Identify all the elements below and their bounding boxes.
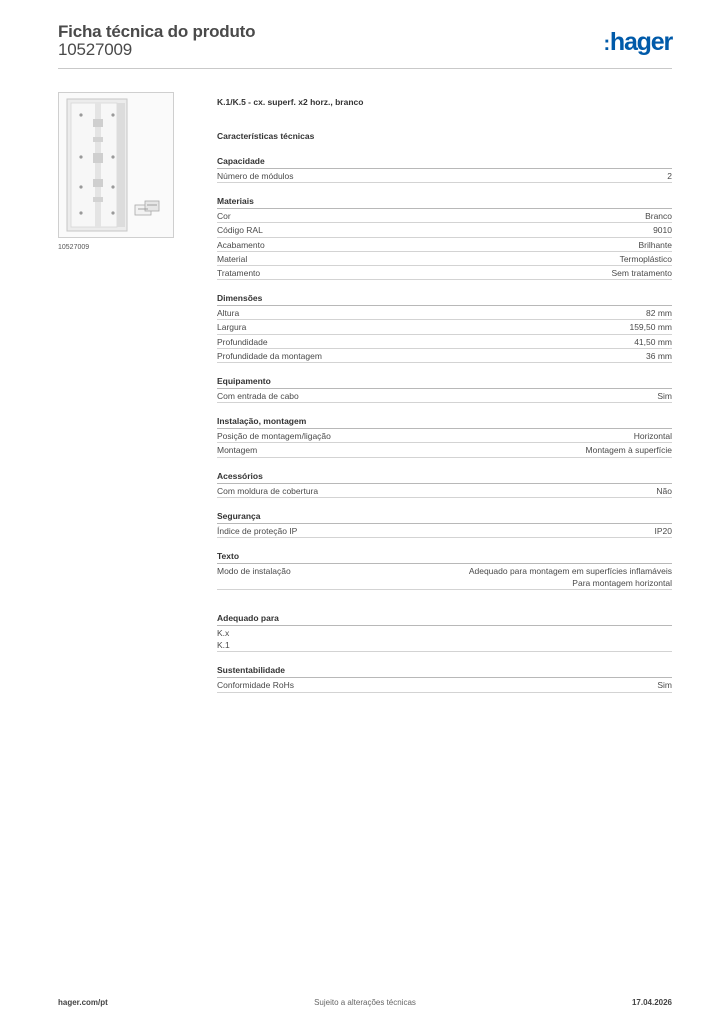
- spec-row: [217, 564, 672, 590]
- spec-label: Número de módulos: [217, 171, 294, 181]
- spec-value: 82 mm: [646, 308, 672, 319]
- page-header: [58, 22, 672, 68]
- spec-value: IP20: [654, 525, 672, 536]
- spec-label: Largura: [217, 322, 247, 333]
- image-caption: 10527009: [58, 244, 90, 251]
- spec-value: Sim: [657, 680, 672, 691]
- spec-value: Branco: [645, 211, 672, 222]
- spec-row: [217, 320, 672, 334]
- section-title: Equipamento: [217, 375, 672, 389]
- spec-label: Montagem: [217, 445, 258, 456]
- section-texto: [217, 550, 672, 590]
- spec-value: [469, 565, 672, 589]
- section-title: Segurança: [217, 510, 672, 524]
- product-code: 10527009: [58, 40, 133, 59]
- spec-value: 159,50 mm: [629, 322, 672, 333]
- list-item: K.1: [217, 640, 230, 651]
- spec-label: Material: [217, 253, 248, 264]
- spec-label: Altura: [217, 308, 240, 319]
- spec-label: Posição de montagem/ligação: [217, 431, 331, 442]
- spec-row: [217, 209, 672, 223]
- spec-value: Não: [656, 485, 672, 496]
- product-image: [58, 92, 174, 238]
- section-instalacao: [217, 415, 672, 457]
- spec-label: Profundidade da montagem: [217, 350, 322, 361]
- spec-value-line: Adequado para montagem em superfícies inflamáveis: [468, 566, 672, 577]
- section-dimensoes: [217, 292, 672, 363]
- section-title: Capacidade: [217, 155, 672, 169]
- section-title: Instalação, montagem: [217, 415, 672, 429]
- section-acessorios: [217, 470, 672, 498]
- spec-row: [217, 306, 672, 320]
- technical-content: [217, 95, 672, 693]
- spec-row: [217, 429, 672, 443]
- spec-label: Profundidade: [217, 336, 268, 347]
- spec-value: Sim: [657, 391, 672, 402]
- spec-row: [217, 524, 672, 538]
- spec-value-line: Para montagem horizontal: [572, 578, 672, 589]
- section-adequado-para: [217, 612, 672, 652]
- spec-row: [217, 266, 672, 280]
- spec-label: Acabamento: [217, 239, 265, 250]
- footer-date: 17.04.2026: [631, 998, 672, 1007]
- header-divider: [58, 68, 672, 69]
- spec-row: [217, 223, 672, 237]
- spec-value: Brilhante: [638, 239, 672, 250]
- spec-value: Sem tratamento: [611, 268, 672, 279]
- section-title: Dimensões: [217, 292, 672, 306]
- section-title: Adequado para: [217, 612, 672, 626]
- spec-label: Cor: [217, 211, 231, 222]
- spec-row: [217, 252, 672, 266]
- spec-value: 2: [667, 171, 672, 181]
- spec-label: Com entrada de cabo: [217, 391, 299, 402]
- spec-label: Conformidade RoHs: [217, 680, 295, 691]
- footer-disclaimer: Sujeito a alterações técnicas: [314, 998, 416, 1007]
- section-sustentabilidade: [217, 664, 672, 692]
- spec-label: Índice de proteção IP: [217, 525, 298, 536]
- section-title: Sustentabilidade: [217, 664, 672, 678]
- spec-row: [217, 335, 672, 349]
- spec-row: [217, 169, 672, 183]
- section-title: Acessórios: [217, 470, 672, 484]
- document-title: Ficha técnica do produto: [58, 22, 256, 41]
- logo-text: hager: [609, 28, 672, 56]
- footer-website-link[interactable]: hager.com/pt: [58, 998, 108, 1007]
- spec-label: Modo de instalação: [217, 566, 291, 577]
- compatible-list: [217, 626, 672, 652]
- technical-characteristics-heading: Características técnicas: [217, 131, 315, 141]
- section-equipamento: [217, 375, 672, 403]
- spec-value: Horizontal: [633, 431, 672, 442]
- section-materiais: [217, 195, 672, 280]
- spec-value: Montagem à superfície: [585, 445, 672, 456]
- spec-value: 36 mm: [646, 350, 672, 361]
- spec-row: [217, 484, 672, 498]
- section-title: Texto: [217, 550, 672, 564]
- spec-row: [217, 443, 672, 457]
- spec-value: 41,50 mm: [634, 336, 672, 347]
- spec-label: Tratamento: [217, 268, 261, 279]
- spec-value: 9010: [653, 225, 672, 236]
- section-seguranca: [217, 510, 672, 538]
- spec-row: [217, 349, 672, 363]
- list-item: K.x: [217, 628, 230, 639]
- logo-colon-icon: :: [603, 33, 609, 55]
- spec-label: Com moldura de cobertura: [217, 485, 319, 496]
- section-capacidade: [217, 155, 672, 183]
- spec-row: [217, 678, 672, 692]
- product-name: K.1/K.5 - cx. superf. x2 horz., branco: [217, 97, 364, 107]
- spec-label: Código RAL: [217, 225, 263, 236]
- spec-row: [217, 238, 672, 252]
- spec-value: Termoplástico: [619, 253, 672, 264]
- hager-logo[interactable]: [603, 28, 672, 57]
- section-title: Materiais: [217, 195, 672, 209]
- spec-row: [217, 389, 672, 403]
- surface-box-icon: [59, 93, 173, 237]
